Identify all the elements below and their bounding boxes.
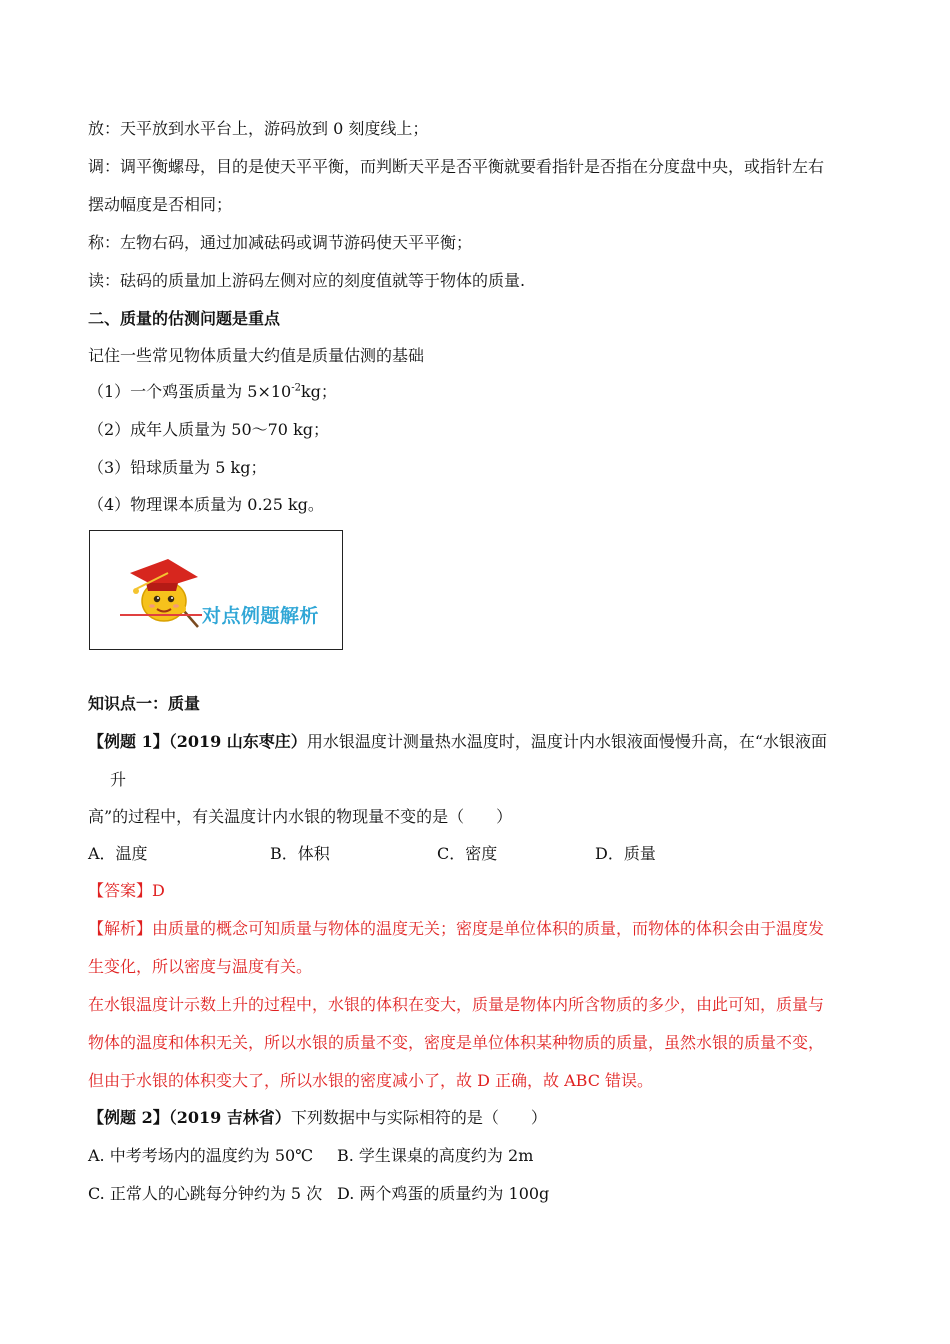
example2-option-c: C. 正常人的心跳每分钟约为 5 次	[88, 1184, 323, 1203]
section2-heading: 二、质量的估测问题是重点	[88, 309, 281, 328]
estimate-item-1-exponent: -2	[291, 382, 301, 394]
example1-stem-line2: 升	[110, 770, 127, 789]
example2-tag: 【例题 2】（2019 吉林省）	[88, 1108, 291, 1127]
example1-stem-line1	[88, 731, 827, 753]
example1-analysis-line3: 在水银温度计示数上升的过程中，水银的体积在变大，质量是物体内所含物质的多少，由此可知，质量与	[88, 995, 825, 1014]
example1-option-d: D．质量	[595, 844, 656, 863]
step-tiao-line1: 调：调平衡螺母，目的是使天平平衡，而判断天平是否平衡就要看指针是否指在分度盘中央，或指针左右	[88, 157, 825, 176]
estimate-item-4: （4）物理课本质量为 0.25 kg。	[88, 495, 324, 514]
example2-stem	[88, 1107, 547, 1129]
example1-stem-line3: 高”的过程中，有关温度计内水银的物现量不变的是（ ）	[88, 807, 513, 826]
step-cheng: 称：左物右码，通过加减砝码或调节游码使天平平衡；	[88, 233, 473, 252]
estimate-item-3: （3）铅球质量为 5 kg；	[88, 458, 267, 477]
step-fang: 放：天平放到水平台上，游码放到 0 刻度线上；	[88, 119, 429, 138]
estimate-item-1-suffix: kg；	[300, 382, 337, 401]
example1-analysis-line4: 物体的温度和体积无关，所以水银的质量不变，密度是单位体积某种物质的质量，虽然水银的质量不变，	[88, 1033, 825, 1052]
example1-option-c: C．密度	[437, 844, 498, 863]
example1-option-b: B．体积	[270, 844, 330, 863]
knowledge-heading: 知识点一：质量	[88, 694, 201, 713]
example1-options	[88, 843, 656, 865]
example-banner	[89, 530, 343, 650]
example2-option-b: B. 学生课桌的高度约为 2m	[337, 1146, 534, 1165]
example1-answer: 【答案】D	[88, 881, 165, 900]
step-tiao-line2: 摆动幅度是否相同；	[88, 195, 233, 214]
example1-analysis-line2: 生变化，所以密度与温度有关。	[88, 957, 313, 976]
banner-divider	[120, 614, 202, 616]
example2-option-d: D. 两个鸡蛋的质量约为 100g	[337, 1184, 550, 1203]
example2-option-a: A. 中考考场内的温度约为 50℃	[88, 1146, 314, 1165]
example1-analysis-line5: 但由于水银的体积变大了，所以水银的密度减小了，故 D 正确，故 ABC 错误。	[88, 1071, 654, 1090]
example1-analysis-line1: 【解析】由质量的概念可知质量与物体的温度无关；密度是单位体积的质量，而物体的体积会由于温度发	[88, 919, 825, 938]
example1-tag: 【例题 1】（2019 山东枣庄）	[88, 732, 307, 751]
example2-options-row2	[88, 1183, 549, 1205]
example1-option-a: A．温度	[88, 844, 148, 863]
estimate-item-2: （2）成年人质量为 50～70 kg；	[88, 420, 330, 439]
section2-intro: 记住一些常见物体质量大约值是质量估测的基础	[88, 346, 425, 365]
scholar-mascot-icon	[116, 543, 206, 643]
estimate-item-1	[88, 381, 337, 403]
estimate-item-1-prefix: （1）一个鸡蛋质量为 5×10	[88, 382, 292, 401]
step-du: 读：砝码的质量加上游码左侧对应的刻度值就等于物体的质量.	[88, 271, 526, 290]
banner-title: 对点例题解析	[202, 605, 320, 627]
example2-options-row1	[88, 1145, 533, 1167]
example1-stem-text-1: 用水银温度计测量热水温度时，温度计内水银液面慢慢升高，在“水银液面	[306, 732, 827, 751]
example2-stem-text: 下列数据中与实际相符的是（ ）	[290, 1108, 547, 1127]
